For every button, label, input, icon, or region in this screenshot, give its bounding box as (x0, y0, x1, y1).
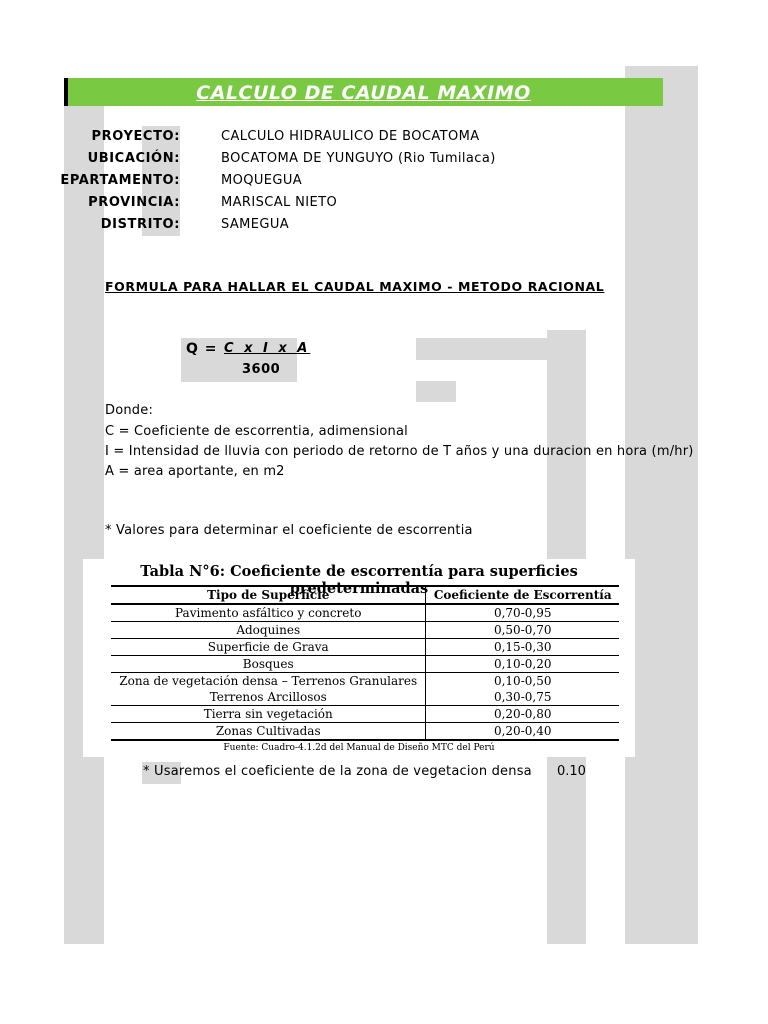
info-label-ubicacion: UBICACIÓN: (87, 151, 180, 166)
coefficient-table (111, 585, 619, 741)
selection-note: * Usaremos el coeficiente de la zona de vegetacion densa (143, 764, 532, 779)
table-cell-coefficient: 0,70-0,95 (426, 604, 619, 622)
table-row (111, 604, 619, 622)
gray-cell-4 (416, 381, 456, 402)
table-title: Tabla N°6: Coeficiente de escorrentía para superficies predeterminadas (140, 563, 578, 597)
table-row (111, 656, 619, 673)
table-cell-coefficient: 0,10-0,20 (426, 656, 619, 673)
table-cell-surface: Adoquines (111, 622, 426, 639)
info-label-distrito: DISTRITO: (100, 217, 180, 232)
gray-column-right-a (625, 66, 698, 944)
formula-heading: FORMULA PARA HALLAR EL CAUDAL MAXIMO - METODO RACIONAL (105, 279, 605, 294)
table-cell-coefficient: 0,15-0,30 (426, 639, 619, 656)
table-cell-surface: Tierra sin vegetación (111, 706, 426, 723)
info-value-departamento: MOQUEGUA (221, 173, 303, 188)
info-label-departamento: EPARTAMENTO: (60, 173, 180, 188)
info-label-proyecto: PROYECTO: (91, 129, 180, 144)
selection-value: 0.10 (557, 764, 586, 779)
table-source: Fuente: Cuadro-4.1.2d del Manual de Diseño MTC del Perú (223, 743, 495, 753)
coefficient-table-figure (83, 559, 635, 757)
table-cell-coefficient: 0,20-0,40 (426, 723, 619, 741)
table-cell-surface: Bosques (111, 656, 426, 673)
page-title: CALCULO DE CAUDAL MAXIMO (196, 82, 531, 104)
table-header-coefficient: Coeficiente de Escorrentía (426, 586, 619, 604)
info-value-ubicacion: BOCATOMA DE YUNGUYO (Rio Tumilaca) (221, 151, 496, 166)
formula-numerator: C x I x A (224, 341, 311, 356)
table-cell-surface: Superficie de Grava (111, 639, 426, 656)
definition-a: A = area aportante, en m2 (105, 464, 285, 479)
table-cell-coefficient: 0,50-0,70 (426, 622, 619, 639)
table-row (111, 723, 619, 741)
table-cell-surface: Pavimento asfáltico y concreto (111, 604, 426, 622)
table-row (111, 673, 619, 706)
values-note: * Valores para determinar el coeficiente de escorrentia (105, 523, 473, 538)
table-cell-coefficient: 0,10-0,50 0,30-0,75 (426, 673, 619, 706)
table-cell-coefficient: 0,20-0,80 (426, 706, 619, 723)
formula-q-label: Q = (186, 341, 218, 357)
info-value-provincia: MARISCAL NIETO (221, 195, 338, 210)
definition-intro: Donde: (105, 403, 154, 418)
info-value-distrito: SAMEGUA (221, 217, 290, 232)
table-cell-surface: Zonas Cultivadas (111, 723, 426, 741)
table-header-surface: Tipo de Superficie (111, 586, 426, 604)
definition-c: C = Coeficiente de escorrentia, adimensional (105, 424, 408, 439)
table-row (111, 706, 619, 723)
definition-i: I = Intensidad de lluvia con periodo de retorno de T años y una duracion en hora (m/hr) (105, 444, 694, 459)
table-cell-surface: Zona de vegetación densa – Terrenos Granulares Terrenos Arcillosos (111, 673, 426, 706)
info-value-proyecto: CALCULO HIDRAULICO DE BOCATOMA (221, 129, 480, 144)
table-row (111, 622, 619, 639)
table-header-row (111, 586, 619, 604)
info-label-provincia: PROVINCIA: (88, 195, 180, 210)
formula-denominator: 3600 (242, 362, 281, 377)
gray-cell-3 (416, 338, 547, 360)
table-row (111, 639, 619, 656)
